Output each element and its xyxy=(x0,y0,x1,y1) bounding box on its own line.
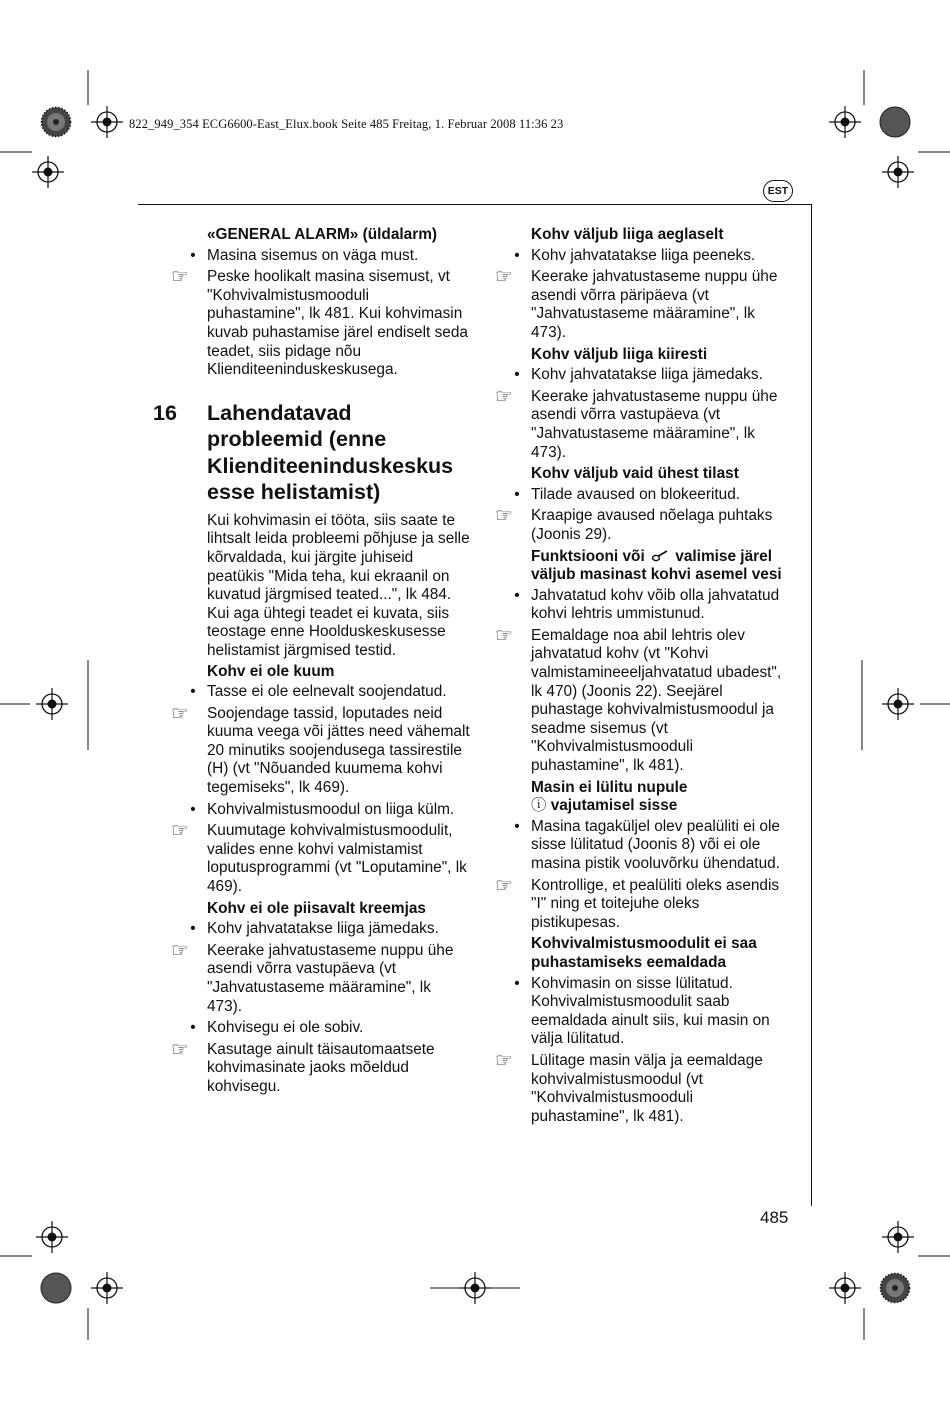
registration-target-icon xyxy=(829,1272,861,1304)
bullet-text: Kohvisegu ei ole sobiv. xyxy=(207,1019,364,1037)
section-title: Lahendatavad probleemid (enne Klienditeeninduskeskus esse helistamist) xyxy=(207,400,454,505)
action-item xyxy=(150,939,470,1016)
registration-gray-icon xyxy=(880,107,910,137)
registration-target-icon xyxy=(91,106,123,138)
bullet-icon: • xyxy=(190,246,196,264)
action-text: Eemaldage noa abil lehtris olev jahvatatud kohv (vt "Kohvi valmistamineeeljahvatatud ubadest", lk 470) (Joonis 22). Seejärel puhastage kohvivalmistusmoodul ja seadme sisemus (vt "Kohvivalmistusmooduli puhastamine", lk 481). xyxy=(531,626,782,775)
list-item xyxy=(490,818,790,874)
hand-pointer-icon: ☞ xyxy=(495,266,513,289)
list-item xyxy=(150,247,470,266)
registration-radial-icon xyxy=(42,108,71,137)
registration-target-icon xyxy=(882,156,914,188)
action-text: Kraapige avaused nõelaga puhtaks (Joonis 29). xyxy=(531,507,773,543)
action-item xyxy=(150,702,470,798)
registration-target-icon xyxy=(91,1272,123,1304)
hand-pointer-icon: ☞ xyxy=(495,505,513,528)
hand-pointer-icon: ☞ xyxy=(171,1038,189,1061)
function-heading-part1: Funktsiooni või xyxy=(531,547,645,565)
hand-pointer-icon: ☞ xyxy=(171,820,189,843)
bullet-icon: • xyxy=(514,246,520,264)
action-text: Lülitage masin välja ja eemaldage kohvivalmistusmoodul (vt "Kohvivalmistusmooduli puhastamine", lk 481). xyxy=(531,1051,763,1125)
bullet-icon: • xyxy=(514,586,520,604)
hand-pointer-icon: ☞ xyxy=(495,624,513,647)
action-item xyxy=(150,268,470,380)
bullet-icon: • xyxy=(190,683,196,701)
alarm-heading: «GENERAL ALARM» (üldalarm) xyxy=(207,226,438,243)
action-text: Kuumutage kohvivalmistusmoodulit, valides enne kohvi valmistamist loputusprogrammi (vt "Loputamine", lk 469). xyxy=(207,822,467,896)
registration-target-icon xyxy=(882,688,914,720)
power-symbol-icon: ⓘ xyxy=(531,797,547,815)
bullet-text: Kohv jahvatatakse liiga jämedaks. xyxy=(207,920,439,938)
list-item xyxy=(150,920,470,939)
bullet-text: Kohv jahvatatakse liiga peeneks. xyxy=(531,246,756,264)
hand-pointer-icon: ☞ xyxy=(495,874,513,897)
ground-coffee-spoon-icon xyxy=(651,549,669,563)
list-item xyxy=(150,683,470,702)
action-item xyxy=(150,822,470,896)
list-item xyxy=(490,366,790,385)
power-heading-part2: vajutamisel sisse xyxy=(550,797,678,815)
registration-target-icon xyxy=(32,156,64,188)
registration-target-icon xyxy=(36,1221,68,1253)
bullet-icon: • xyxy=(190,1019,196,1037)
action-text: Peske hoolikalt masina sisemust, vt "Kohvivalmistusmooduli puhastamine", lk 481. Kui kohvimasin kuvab puhastamise järel endiselt seda teadet, siis pidage nõu Klienditeeninduskeskusega. xyxy=(207,268,468,379)
bullet-text: Tasse ei ole eelnevalt soojendatud. xyxy=(207,683,447,701)
list-item xyxy=(490,486,790,505)
hand-pointer-icon: ☞ xyxy=(171,266,189,289)
bullet-text: Jahvatatud kohv võib olla jahvatatud kohvi lehtris ummistunud. xyxy=(531,586,780,623)
registration-radial-icon xyxy=(881,1274,910,1303)
action-text: Kontrollige, et pealüliti oleks asendis "I" ning et toitejuhe oleks pistikupesas. xyxy=(531,876,780,931)
action-item xyxy=(490,1049,790,1126)
list-item xyxy=(490,587,790,624)
registration-target-icon xyxy=(36,688,68,720)
left-column xyxy=(150,226,470,1100)
one-spout-heading: Kohv väljub vaid ühest tilast xyxy=(531,465,739,483)
print-header: 822_949_354 ECG6600-East_Elux.book Seite 485 Freitag, 1. Februar 2008 11:36 23 xyxy=(129,117,564,131)
bullet-text: Kohvivalmistusmoodul on liiga külm. xyxy=(207,800,455,818)
action-item xyxy=(490,874,790,933)
fast-heading: Kohv väljub liiga kiiresti xyxy=(531,345,708,363)
action-item xyxy=(150,1038,470,1097)
bullet-icon: • xyxy=(514,366,520,384)
bullet-text: Tilade avaused on blokeeritud. xyxy=(531,485,741,503)
page-number: 485 xyxy=(760,1208,789,1227)
slow-heading: Kohv väljub liiga aeglaselt xyxy=(531,226,724,243)
top-rule xyxy=(138,204,812,205)
action-item xyxy=(490,385,790,462)
list-item xyxy=(490,247,790,266)
bullet-text: Kohv jahvatatakse liiga jämedaks. xyxy=(531,366,763,384)
power-heading-part1: Masin ei lülitu nupule xyxy=(531,778,688,796)
bullet-text: Masina tagaküljel olev pealüliti ei ole sisse lülitatud (Joonis 8) või ei ole masina pistik vooluvõrku ühendatud. xyxy=(531,817,780,872)
action-item xyxy=(490,268,790,342)
list-item xyxy=(150,801,470,820)
hand-pointer-icon: ☞ xyxy=(495,1049,513,1072)
power-heading xyxy=(490,779,790,816)
hand-pointer-icon: ☞ xyxy=(171,939,189,962)
function-heading xyxy=(490,548,790,585)
function-heading-part2: valimise järel väljub masinast kohvi asemel vesi xyxy=(531,547,782,584)
action-text: Keerake jahvatustaseme nuppu ühe asendi võrra päripäeva (vt "Jahvatustaseme määramine", lk 473). xyxy=(531,268,778,341)
action-text: Soojendage tassid, loputades neid kuuma veega või jättes need vähemalt 20 minutiks soojendusega tassirestile (H) (vt "Nõuanded kuumema kohvi tegemiseks", lk 469). xyxy=(207,704,470,797)
list-item xyxy=(150,1019,470,1038)
bullet-icon: • xyxy=(514,974,520,992)
bullet-text: Masina sisemus on väga must. xyxy=(207,246,419,264)
bullet-icon: • xyxy=(190,800,196,818)
bullet-text: Kohvimasin on sisse lülitatud. Kohvivalmistusmoodulit saab eemaldada ainult siis, kui masin on välja lülitatud. xyxy=(531,974,770,1048)
language-badge: EST xyxy=(763,180,793,202)
right-rule xyxy=(811,204,812,1206)
hand-pointer-icon: ☞ xyxy=(171,702,189,725)
intro-paragraph: Kui kohvimasin ei tööta, siis saate te lihtsalt leida probleemi põhjuse ja selle kõrvaldada, kui järgite juhiseid peatükis "Mida teha, kui ekraanil on kuvatud järgmised teated...", lk 484. Kui aga ühtegi teadet ei kuvata, siis teostage enne Hoolduskeskusesse helistamist järgmised testid. xyxy=(207,511,470,659)
bullet-icon: • xyxy=(514,485,520,503)
bullet-icon: • xyxy=(190,920,196,938)
registration-target-icon xyxy=(882,1221,914,1253)
right-column xyxy=(490,226,790,1129)
hot-heading: Kohv ei ole kuum xyxy=(207,662,335,680)
section-heading xyxy=(150,400,470,506)
action-text: Keerake jahvatustaseme nuppu ühe asendi võrra vastupäeva (vt "Jahvatustaseme määramine", lk 473). xyxy=(531,387,778,461)
action-item xyxy=(490,507,790,544)
bullet-icon: • xyxy=(514,817,520,835)
creamy-heading: Kohv ei ole piisavalt kreemjas xyxy=(207,899,426,917)
section-number: 16 xyxy=(153,400,177,425)
registration-gray-icon xyxy=(41,1273,71,1303)
action-text: Kasutage ainult täisautomaatsete kohvimasinate jaoks mõeldud kohvisegu. xyxy=(207,1040,435,1095)
action-text: Keerake jahvatustaseme nuppu ühe asendi võrra vastupäeva (vt "Jahvatustaseme määramine", lk 473). xyxy=(207,941,454,1015)
registration-target-icon xyxy=(829,106,861,138)
list-item xyxy=(490,975,790,1049)
hand-pointer-icon: ☞ xyxy=(495,385,513,408)
module-heading: Kohvivalmistusmoodulit ei saa puhastamiseks eemaldada xyxy=(531,935,757,971)
action-item xyxy=(490,624,790,776)
